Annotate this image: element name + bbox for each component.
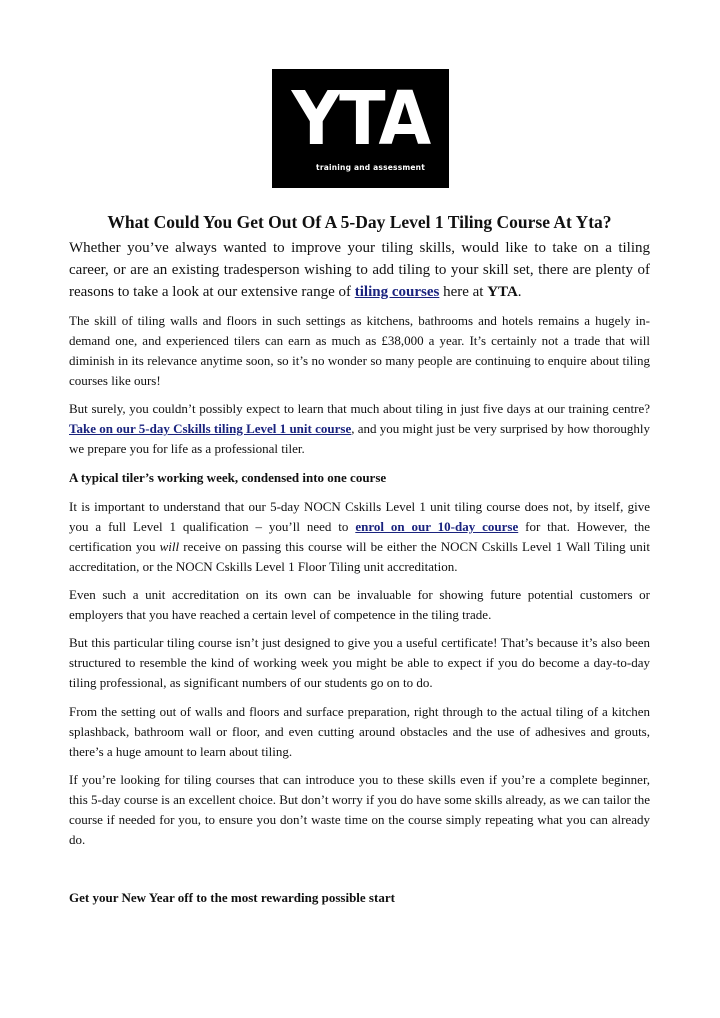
intro-text: Whether you’ve always wanted to improve your tiling skills, would like to take on a tiling career, or are an existing tradesperson wishing to add tiling to your skill set, there are plenty of reasons to take a look at our extensive range of — [69, 240, 650, 300]
yta-logo — [272, 69, 449, 188]
paragraph-7: If you’re looking for tiling courses that can introduce you to these skills even if you’re a complete beginner, this 5-day course is an excellent choice. But don’t worry if you do have some skills already, as we can tailor the course if needed for you, to ensure you don’t waste time on the course simply repeating what you can already do. — [69, 772, 650, 847]
paragraph-3-text-end: receive on passing this course will be either the NOCN Cskills Level 1 Wall Tiling unit accreditation, or the NOCN Cskills Level 1 Floor Tiling unit accreditation. — [69, 539, 650, 574]
brand-name: YTA — [487, 284, 518, 300]
section-heading-1: A typical tiler’s working week, condensed into one course — [69, 470, 387, 485]
paragraph-5: But this particular tiling course isn’t just designed to give you a useful certificate! That’s because it’s also been structured to resemble the kind of working week you might be able to expect if you do become a day-to-day tiling professional, as significant numbers of our students go on to do. — [69, 635, 650, 690]
page-title: What Could You Get Out Of A 5-Day Level 1 Tiling Course At Yta? — [107, 212, 612, 232]
paragraph-3-text-mid: for that. However, the certification you — [69, 519, 650, 554]
paragraph-4: Even such a unit accreditation on its own can be invaluable for showing future potential customers or employers that you have reached a certain level of competence in the tiling trade. — [69, 587, 650, 622]
logo-wordmark: YTA — [291, 76, 430, 162]
level1-unit-course-link[interactable]: Take on our 5-day Cskills tiling Level 1 unit course — [69, 421, 352, 436]
intro-text-end: . — [517, 284, 522, 300]
section-heading-2: Get your New Year off to the most rewarding possible start — [69, 890, 395, 905]
paragraph-2-text: But surely, you couldn’t possibly expect to learn that much about tiling in just five days at our training centre? — [69, 401, 650, 416]
logo-tagline: training and assessment — [316, 163, 425, 172]
tiling-courses-link[interactable]: tiling courses — [354, 284, 440, 300]
paragraph-6: From the setting out of walls and floors and surface preparation, right through to the actual tiling of a kitchen splashback, bathroom wall or floor, and even cutting around obstacles and the use of adhesives and grouts, there’s a huge amount to learn about tiling. — [69, 704, 650, 759]
paragraph-1: The skill of tiling walls and floors in such settings as kitchens, bathrooms and hotels remains a hugely in-demand one, and experienced tilers can earn as much as £38,000 a year. It’s certainly not a trade that will diminish in its relevance anytime soon, so it’s no wonder so many people are continuing to enquire about tiling courses like ours! — [69, 313, 650, 388]
intro-paragraph — [69, 237, 650, 303]
emphasis-will: will — [159, 539, 180, 554]
paragraph-2 — [69, 399, 650, 459]
paragraph-3 — [69, 497, 650, 577]
paragraph-3-text: It is important to understand that our 5-day NOCN Cskills Level 1 unit tiling course does not, by itself, give you a full Level 1 qualification – you’ll need to — [69, 499, 650, 534]
intro-text-mid: here at — [439, 284, 488, 300]
paragraph-2-text-end: , and you might just be very surprised by how thoroughly we prepare you for life as a professional tiler. — [69, 421, 650, 456]
ten-day-course-link[interactable]: enrol on our 10-day course — [355, 519, 519, 534]
